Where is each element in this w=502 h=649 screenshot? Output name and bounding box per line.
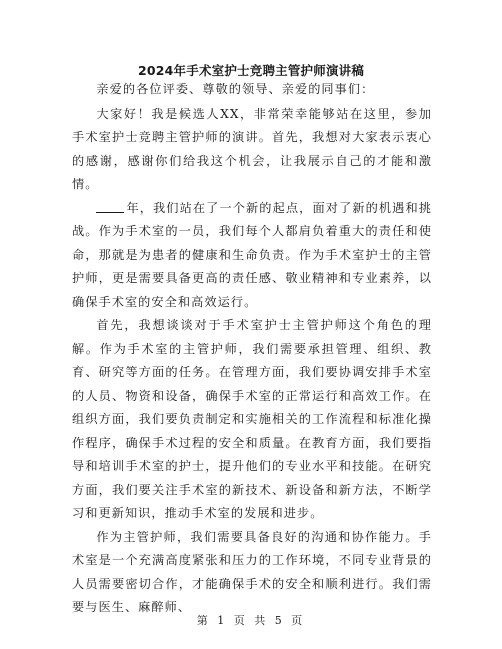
document-title: 2024年手术室护士竞聘主管护师演讲稿: [137, 63, 365, 78]
paragraph-4: 作为主管护师，我们需要具备良好的沟通和协作能力。手术室是一个充满高度紧张和压力的工作环境，不同专业背景的人员需要密切合作，才能确保手术的安全和顺利进行。我们需要与医生、麻醉师、: [72, 529, 432, 614]
paragraph-3: 首先，我想谈谈对于手术室护士主管护师这个角色的理解。作为手术室的主管护师，我们需要承担管理、组织、教育、研究等方面的任务。在管理方面，我们要协调安排手术室的人员、物资和设备，确保手术室的正常运行和高效工作。在组织方面，我们要负责制定和实施相关的工作流程和标准化操作程序，确保手术过程的安全和质量。在教育方面，我们要指导和培训手术室的护士，提升他们的专业水平和技能。在研究方面，我们要关注手术室的新技术、新设备和新方法，不断学习和更新知识，推动手术室的发展和进步。: [72, 318, 432, 520]
greeting-line: 亲爱的各位评委、尊敬的领导、亲爱的同事们：: [96, 82, 375, 96]
paragraph-1: 大家好！我是候选人XX，非常荣幸能够站在这里，参加手术室护士竞聘主管护师的演讲。首先，我想对大家表示衷心的感谢，感谢你们给我这个机会，让我展示自己的才能和激情。: [72, 106, 432, 191]
paragraph-2-text: 年，我们站在了一个新的起点，面对了新的机遇和挑战。作为手术室的一员，我们每个人都肩负着重大的责任和使命，那就是为患者的健康和生命负责。作为手术室护士的主管护师，更是需要具备更高的责任感、敬业精神和专业素养，以确保手术室的安全和高效运行。: [72, 200, 432, 309]
document-body: [72, 78, 432, 620]
paragraph-2: [72, 197, 432, 315]
page-number-footer: 第 1 页 共 5 页: [196, 614, 306, 627]
year-blank: [96, 200, 124, 213]
